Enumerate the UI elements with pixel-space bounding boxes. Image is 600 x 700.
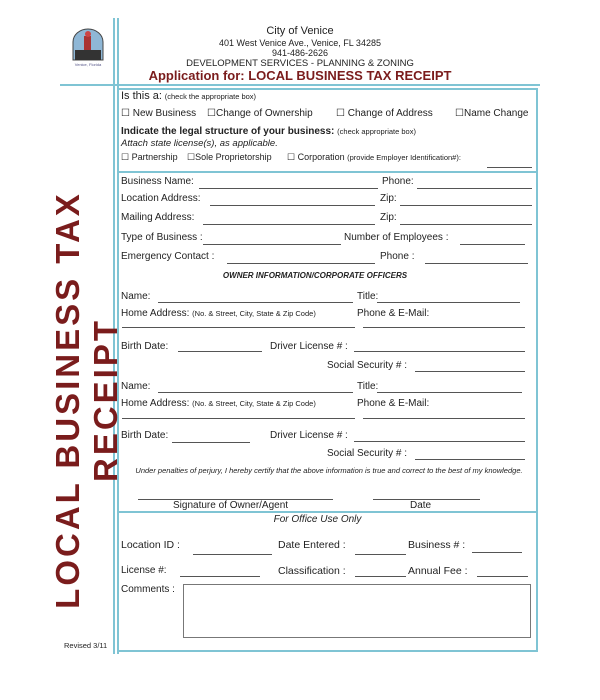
phone-email-label: Phone & E-Mail: <box>357 398 430 409</box>
department: DEVELOPMENT SERVICES - PLANNING & ZONING <box>186 58 414 69</box>
business-type-field[interactable] <box>203 244 341 245</box>
date-entered-label: Date Entered : <box>278 539 346 551</box>
owner2-ssn-field[interactable] <box>415 459 525 460</box>
birth-date-label: Birth Date: <box>121 430 169 441</box>
business-name-field[interactable] <box>199 188 378 189</box>
checkbox-name-change[interactable]: ☐Name Change <box>455 108 529 119</box>
owner-heading: OWNER INFORMATION/CORPORATE OFFICERS <box>222 271 408 280</box>
checkbox-new-business[interactable]: ☐ New Business <box>121 108 197 119</box>
ssn-label: Social Security # : <box>327 448 408 459</box>
business-number-label: Business # : <box>408 539 466 551</box>
employees-label: Number of Employees : <box>344 232 449 243</box>
emergency-contact-field[interactable] <box>227 263 375 264</box>
structure-hint: (check appropriate box) <box>337 127 416 136</box>
checkbox-sole-proprietorship[interactable]: ☐Sole Proprietorship <box>187 152 272 162</box>
business-type-label: Type of Business : <box>121 232 203 243</box>
owner1-birth-date-field[interactable] <box>178 351 262 352</box>
signature-label: Signature of Owner/Agent <box>173 500 289 511</box>
revision-note: Revised 3/11 <box>64 641 108 650</box>
owner2-title-field[interactable] <box>377 392 522 393</box>
structure-note: Attach state license(s), as applicable. <box>121 138 278 149</box>
checkbox-change-address[interactable]: ☐ Change of Address <box>336 108 433 119</box>
owner-name-label: Name: <box>121 381 151 392</box>
comments-field[interactable] <box>183 584 531 638</box>
annual-fee-field[interactable] <box>477 576 528 577</box>
owner1-ssn-field[interactable] <box>415 371 525 372</box>
city-address: 401 West Venice Ave., Venice, FL 34285 <box>219 38 381 48</box>
phone-email-label: Phone & E-Mail: <box>357 308 430 319</box>
owner2-phone-email-field[interactable] <box>363 418 525 419</box>
owner2-name-field[interactable] <box>158 392 353 393</box>
location-zip-field[interactable] <box>400 205 532 206</box>
birth-date-label: Birth Date: <box>121 341 169 352</box>
comments-label: Comments : <box>121 584 175 595</box>
svg-text:Venice, Florida: Venice, Florida <box>74 62 102 67</box>
frame-line <box>60 84 540 86</box>
owner2-license-field[interactable] <box>354 441 525 442</box>
zip-label: Zip: <box>380 193 397 204</box>
business-name-label: Business Name: <box>121 176 194 187</box>
home-address-label: Home Address: <box>121 308 190 319</box>
date-label: Date <box>410 500 432 511</box>
mailing-zip-field[interactable] <box>400 224 532 225</box>
owner-title-label: Title: <box>357 291 379 302</box>
driver-license-label: Driver License # : <box>270 341 348 352</box>
checkbox-corporation[interactable]: ☐ Corporation (provide Employer Identification#): <box>287 152 461 162</box>
phone-label: Phone: <box>382 176 414 187</box>
city-name: City of Venice <box>266 25 334 37</box>
section-divider <box>117 171 538 173</box>
owner1-title-field[interactable] <box>377 302 520 303</box>
owner-title-label: Title: <box>357 381 379 392</box>
section-divider <box>117 511 538 513</box>
license-number-field[interactable] <box>180 576 260 577</box>
annual-fee-label: Annual Fee : <box>408 565 468 577</box>
type-label: Is this a: <box>121 90 162 102</box>
emergency-phone-label: Phone : <box>380 251 415 262</box>
mailing-address-field[interactable] <box>203 224 375 225</box>
phone-field[interactable] <box>417 188 532 189</box>
owner1-name-field[interactable] <box>158 302 353 303</box>
business-number-field[interactable] <box>472 552 522 553</box>
form-title: Application for: LOCAL BUSINESS TAX RECEIPT <box>148 68 452 83</box>
driver-license-label: Driver License # : <box>270 430 348 441</box>
owner2-birth-date-field[interactable] <box>172 442 250 443</box>
mailing-address-label: Mailing Address: <box>121 212 195 223</box>
emergency-contact-label: Emergency Contact : <box>121 251 215 262</box>
frame-line <box>117 650 538 652</box>
certification-text: Under penalties of perjury, I hereby certify that the above information is true and correct to the best of my knowledge. <box>135 466 523 475</box>
ein-field[interactable] <box>487 167 532 168</box>
checkbox-partnership[interactable]: ☐ Partnership <box>121 152 178 162</box>
type-hint: (check the appropriate box) <box>164 92 257 101</box>
owner1-home-address-field[interactable] <box>122 327 355 328</box>
office-heading: For Office Use Only <box>273 514 362 525</box>
ssn-label: Social Security # : <box>327 360 408 371</box>
location-id-field[interactable] <box>193 554 272 555</box>
classification-label: Classification : <box>278 565 346 577</box>
owner1-license-field[interactable] <box>354 351 525 352</box>
owner-name-label: Name: <box>121 291 151 302</box>
home-address-label: Home Address: <box>121 398 190 409</box>
license-number-label: License #: <box>121 565 167 576</box>
location-id-label: Location ID : <box>121 539 180 551</box>
zip-label: Zip: <box>380 212 397 223</box>
checkbox-change-ownership[interactable]: ☐Change of Ownership <box>207 108 313 119</box>
location-address-label: Location Address: <box>121 193 201 204</box>
classification-field[interactable] <box>355 576 406 577</box>
city-phone: 941-486-2626 <box>271 48 329 58</box>
emergency-phone-field[interactable] <box>425 263 528 264</box>
location-address-field[interactable] <box>210 205 375 206</box>
owner1-phone-email-field[interactable] <box>363 327 525 328</box>
date-entered-field[interactable] <box>355 554 406 555</box>
side-title: LOCAL BUSINESS TAX RECEIPT <box>49 191 124 609</box>
owner2-home-address-field[interactable] <box>122 418 355 419</box>
application-form: Venice, Florida City of Venice 401 West Venice Ave., Venice, FL 34285 941-486-2626 DEVELOPMENT SERVICES - PLANNING & ZONING Application for: LOCAL BUSINESS TAX RECEIPT LOCAL BUSINESS TAX RECEIPT Is this a: (check the appropriate box) ☐ New Business ☐Change of Ownership ☐ Change of Address ☐Name Change Indicate the legal structure of your business: (check appropriate box) Attach state license(s), as applicable. ☐ Partnership ☐Sole Proprietorship ☐ Corporation (provide Employer Identification#): Business Name: Phone: Location Address: Zip: Mailing Address: Zip: Type of Business : Number of Employees : Emergency Contact : Phone : OWNER INFORMATION/CORPORATE OFFICERS Name: Title: Home Address: (No. & Street, City, State & Zip Code) Phone & E-Mail: Birth Date: Driver License # : Social Security # : Name: Title: Home Address: (No. & Street, City, State & Zip Code) Phone & E-Mail: Birth Date: Driver License # : Social Security # : Under penalties of perjury, I hereby certify that the above information is true and correct to the best of my knowledge. Signature of Owner/Agent Date For Office Use Only Location ID : Date Entered : Business # : License #: Classification : Annual Fee : Comments : Revised 3/11 <box>0 0 600 700</box>
employees-field[interactable] <box>460 244 525 245</box>
structure-label: Indicate the legal structure of your business: <box>121 126 335 137</box>
